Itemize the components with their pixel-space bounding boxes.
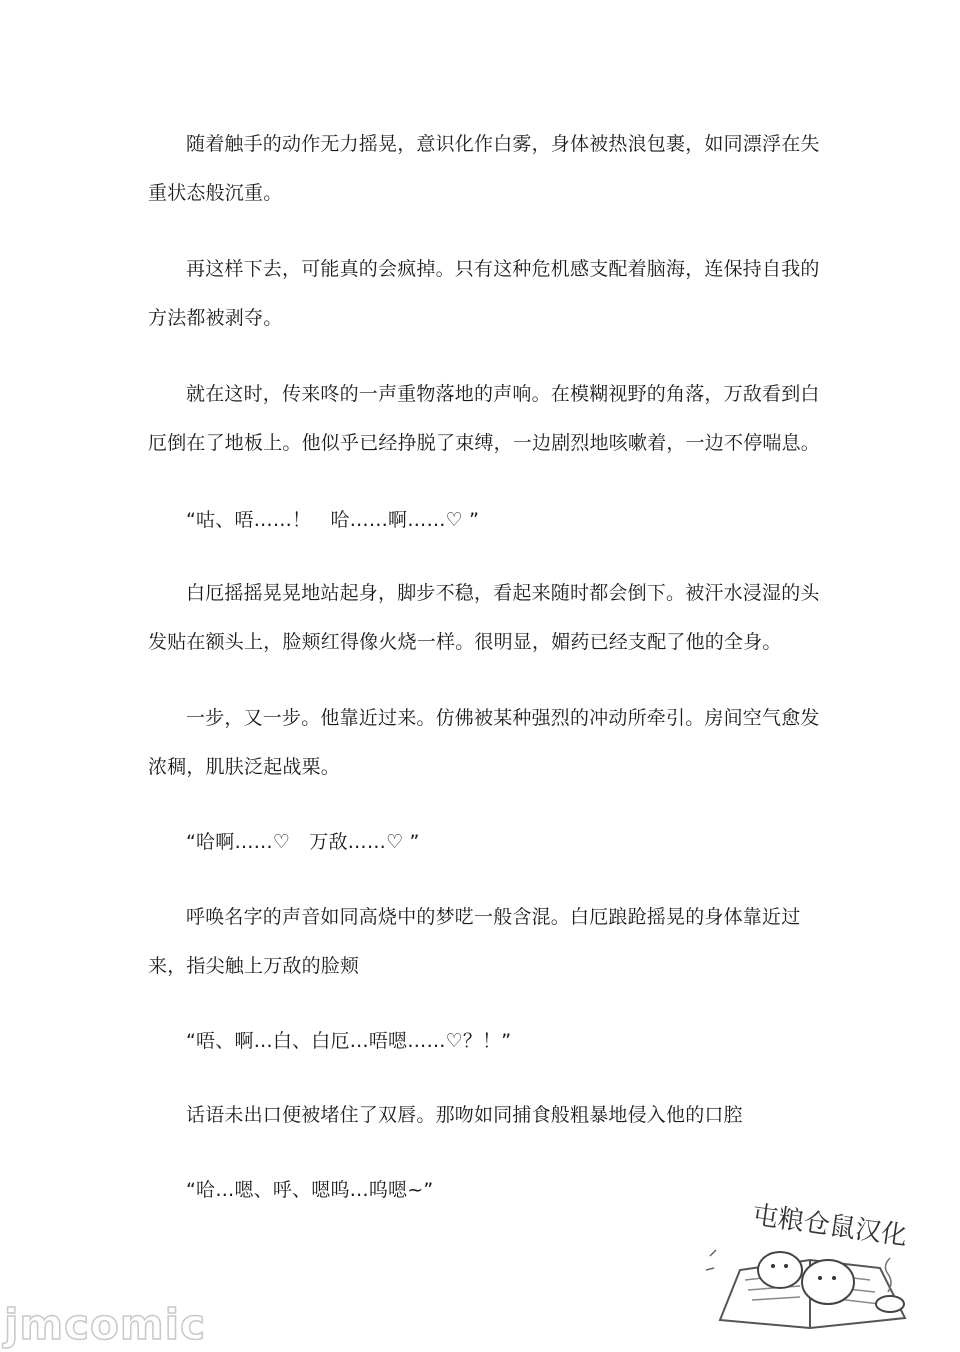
paragraph-5: 一步，又一步。他靠近过来。仿佛被某种强烈的冲动所牵引。房间空气愈发浓稠，肌肤泛起战栗。 [148,707,820,778]
dialogue-1: “咕、唔……！ 哈……啊……♡ ” [186,509,480,531]
paragraph-1: 随着触手的动作无力摇晃，意识化作白雾，身体被热浪包裹，如同漂浮在失重状态般沉重。 [148,133,820,204]
watermark: jmcomic [4,1300,206,1349]
paragraph-6: 呼唤名字的声音如同高烧中的梦呓一般含混。白厄踉跄摇晃的身体靠近过来，指尖触上万敌的脸颊 [148,906,801,977]
dialogue-2: “哈啊……♡ 万敌……♡ ” [186,831,420,853]
paragraph-3: 就在这时，传来咚的一声重物落地的声响。在模糊视野的角落，万敌看到白厄倒在了地板上。他似乎已经挣脱了束缚，一边剧烈地咳嗽着，一边不停喘息。 [148,383,821,454]
paragraph-2: 再这样下去，可能真的会疯掉。只有这种危机感支配着脑海，连保持自我的方法都被剥夺。 [148,258,820,329]
logo-text: 屯粮仓鼠汉化 [750,1200,909,1252]
dialogue-3: “唔、啊…白、白厄…唔嗯……♡？！” [186,1030,512,1052]
dialogue-4: “哈…嗯、呼、嗯呜…呜嗯~” [186,1179,434,1201]
paragraph-4: 白厄摇摇晃晃地站起身，脚步不稳，看起来随时都会倒下。被汗水浸湿的头发贴在额头上，脸颊红得像火烧一样。很明显，媚药已经支配了他的全身。 [148,582,820,653]
paragraph-7: 话语未出口便被堵住了双唇。那吻如同捕食般粗暴地侵入他的口腔 [186,1104,743,1126]
